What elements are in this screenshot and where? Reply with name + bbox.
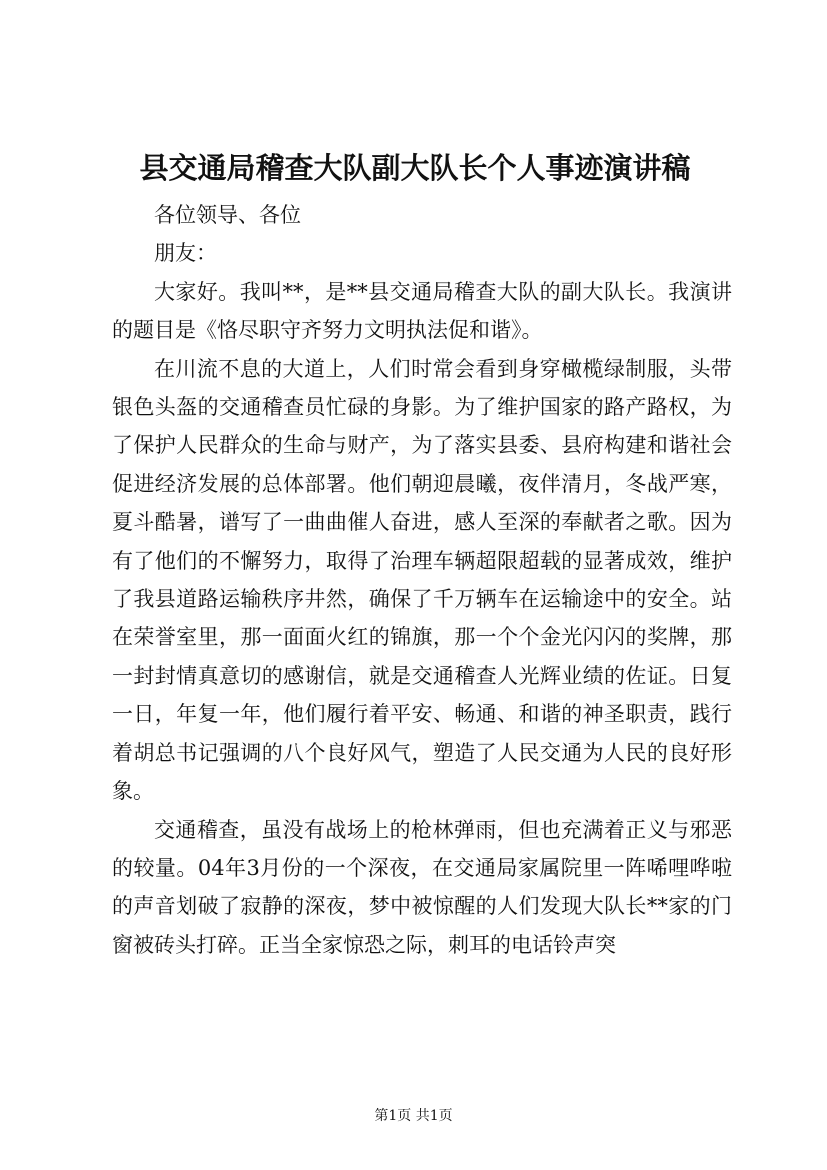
salutation-line-2: 朋友： [154, 241, 217, 266]
document-body [112, 196, 732, 964]
paragraph-intro: 大家好。我叫**，是**县交通局稽查大队的副大队长。我演讲的题目是《恪尽职守齐努力文明执法促和谐》。 [112, 279, 732, 343]
paragraph-main: 在川流不息的大道上，人们时常会看到身穿橄榄绿制服，头带银色头盔的交通稽查员忙碌的身影。为了维护国家的路产路权，为了保护人民群众的生命与财产，为了落实县委、县府构建和谐社会促进经济发展的总体部署。他们朝迎晨曦，夜伴清月，冬战严寒，夏斗酷暑，谱写了一曲曲催人奋进，感人至深的奉献者之歌。因为有了他们的不懈努力，取得了治理车辆超限超载的显著成效，维护了我县道路运输秩序井然，确保了千万辆车在运输途中的安全。站在荣誉室里，那一面面火红的锦旗，那一个个金光闪闪的奖牌，那一封封情真意切的感谢信，就是交通稽查人光辉业绩的佐证。日复一日，年复一年，他们履行着平安、畅通、和谐的神圣职责，践行着胡总书记强调的八个良好风气，塑造了人民交通为人民的良好形象。 [112, 356, 732, 804]
salutation-line-1: 各位领导、各位 [154, 203, 301, 227]
paragraph-story: 交通稽查，虽没有战场上的枪林弹雨，但也充满着正义与邪恶的较量。04年3月份的一个深夜，在交通局家属院里一阵唏哩哗啦的声音划破了寂静的深夜，梦中被惊醒的人们发现大队长**家的门窗被砖头打碎。正当全家惊恐之际，刺耳的电话铃声突 [112, 817, 732, 957]
document-title: 县交通局稽查大队副大队长个人事迹演讲稿 [139, 151, 691, 185]
page-number-footer: 第1页 共1页 [374, 1108, 453, 1124]
